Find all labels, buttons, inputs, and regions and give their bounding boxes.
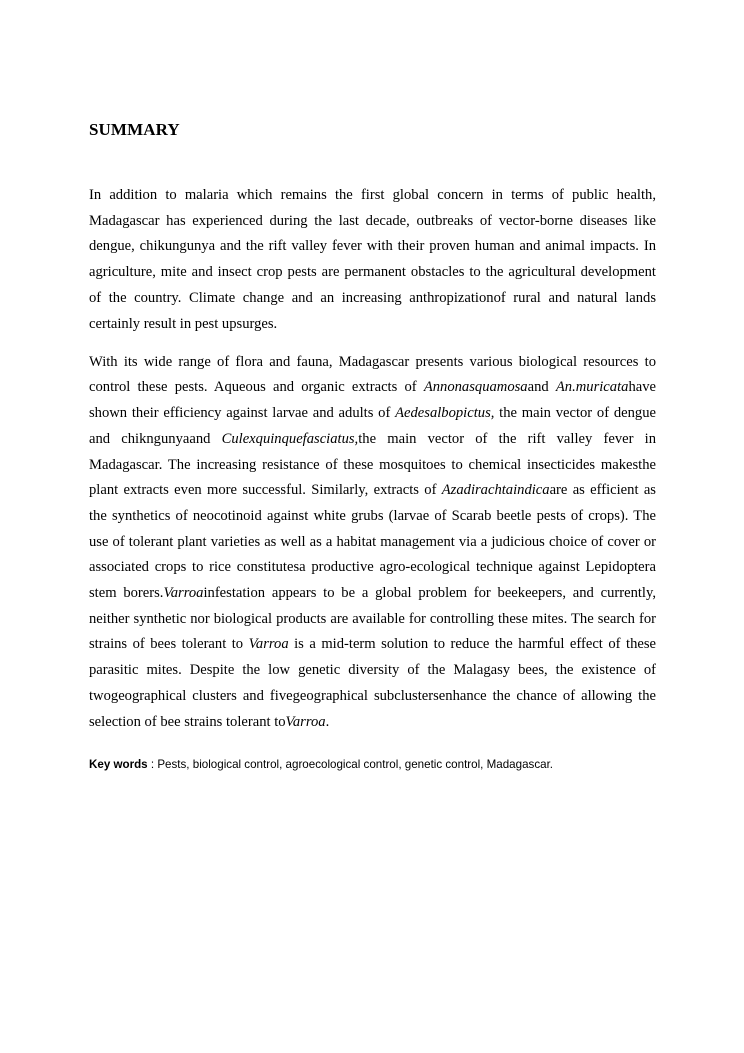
species-name: Aedesalbopictus,: [395, 405, 495, 422]
paragraph-2-text: infestation appears to be a global problem for beekeepers, and currently, neither synthetic nor biological products are available for controlling these mites. The search for strains of bees tolerant to: [89, 585, 656, 653]
species-name: Varroa: [163, 585, 204, 602]
paragraph-2: [89, 350, 656, 736]
paragraph-2-text: the main vector of dengue and chikngunyaand: [89, 405, 656, 447]
paragraph-1-text: In addition to malaria which remains the first global concern in terms of public health, Madagascar has experienced during the last decade, outbreaks of vector-borne diseases like dengue, chikungunya and the rift valley fever with their proven human and animal impacts. In agriculture, mite and insect crop pests are permanent obstacles to the agricultural development of the country. Climate change and an increasing anthropizationof rural and natural lands certainly result in pest upsurges.: [89, 187, 656, 332]
species-name: Annonasquamosa: [423, 379, 528, 396]
keywords-separator: :: [147, 758, 158, 771]
paragraph-2-text: and: [527, 379, 556, 396]
summary-body: [89, 183, 656, 735]
paragraph-1: [89, 183, 656, 337]
paragraph-2-text: have shown their efficiency against larvae and adults of: [89, 379, 656, 422]
species-name: An.muricata: [555, 379, 629, 396]
paragraph-2-text: With its wide range of flora and fauna, Madagascar presents various biological resources to control these pests. Aqueous and organic extracts of: [89, 353, 656, 396]
species-name: Culexquinquefasciatus,: [221, 430, 359, 447]
keywords-label: Key words: [89, 758, 148, 771]
paragraph-2-text: are as efficient as the synthetics of neocotinoid against white grubs (larvae of Scarab beetle pests of crops). The use of tolerant plant varieties as well as a habitat management via a judicious choice of cover or associated crops to rice constitutesa productive agro-ecological technique against Lepidoptera stem borers.: [89, 482, 656, 602]
keywords-line: [89, 758, 669, 771]
paragraph-2-text: is a mid-term solution to reduce the harmful effect of these parasitic mites. Despite the low genetic diversity of the Malagasy bees, the existence of twogeographical clusters and fivegeographical subclustersenhance the chance of allowing the selection of bee strains tolerant to: [89, 636, 656, 730]
species-name: Azadirachtaindica: [441, 482, 550, 499]
species-name: Varroa: [285, 713, 326, 730]
page-title: SUMMARY: [89, 120, 180, 139]
species-name: Varroa: [248, 636, 289, 653]
keywords-text: Pests, biological control, agroecological control, genetic control, Madagascar.: [157, 758, 554, 771]
paragraph-2-text: .: [325, 713, 330, 730]
paragraph-2-text: the main vector of the rift valley fever in Madagascar. The increasing resistance of these mosquitoes to chemical insecticides makesthe plant extracts even more successful. Similarly, extracts of: [89, 430, 656, 499]
